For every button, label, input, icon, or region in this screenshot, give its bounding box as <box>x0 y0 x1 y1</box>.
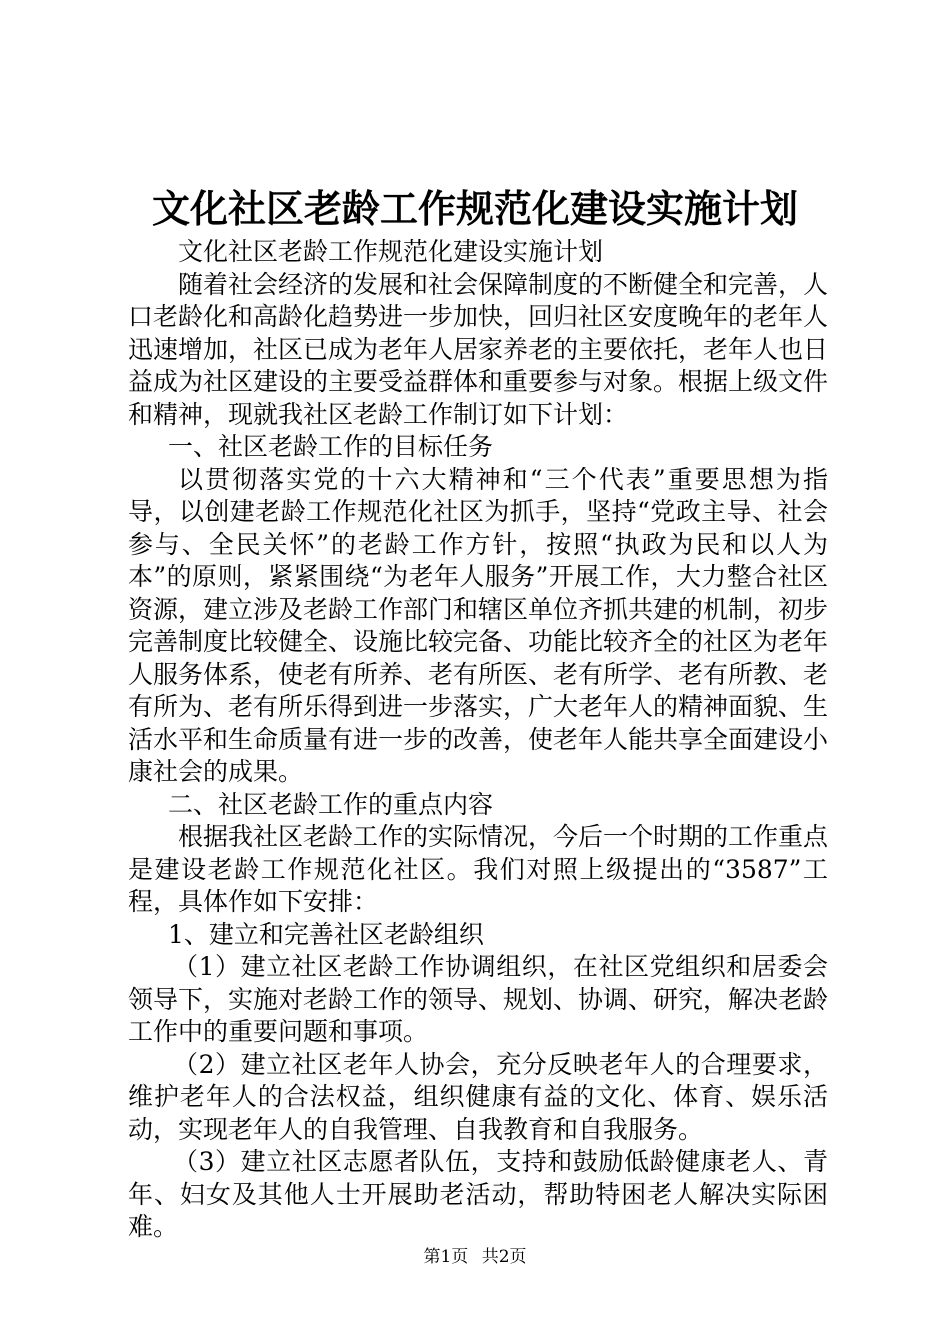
list-item: （3）建立社区志愿者队伍，支持和鼓励低龄健康老人、青年、妇女及其他人士开展助老活动，帮助特困老人解决实际困难。 <box>128 1147 828 1241</box>
section-heading-1: 一、社区老龄工作的目标任务 <box>168 432 494 461</box>
list-item: （1）建立社区老龄工作协调组织，在社区党组织和居委会领导下，实施对老龄工作的领导、规划、协调、研究，解决老龄工作中的重要问题和事项。 <box>128 952 829 1046</box>
list-item: （2）建立社区老年人协会，充分反映老年人的合理要求，维护老年人的合法权益，组织健康有益的文化、体育、娱乐活动，实现老年人的自我管理、自我教育和自我服务。 <box>128 1049 828 1144</box>
document-title: 文化社区老龄工作规范化建设实施计划 <box>151 186 798 231</box>
subsection-heading-1: 1、建立和完善社区老龄组织 <box>168 919 484 949</box>
page-number: 第1页 <box>423 1247 469 1267</box>
section-2-paragraph: 根据我社区老龄工作的实际情况，今后一个时期的工作重点是建设老龄工作规范化社区。我们对照上级提出的“3587”工程，具体作如下安排： <box>128 822 829 916</box>
subtitle-paragraph: 文化社区老龄工作规范化建设实施计划 <box>178 237 604 266</box>
section-heading-2: 二、社区老龄工作的重点内容 <box>168 789 494 819</box>
page-total: 共2页 <box>481 1247 527 1267</box>
section-1-paragraph: 以贯彻落实党的十六大精神和“三个代表”重要思想为指导，以创建老龄工作规范化社区为抓手，坚持“党政主导、社会参与、全民关怀”的老龄工作方针，按照“执政为民和以人为本”的原则，紧紧围绕“为老年人服务”开展工作，大力整合社区资源，建立涉及老龄工作部门和辖区单位齐抓共建的机制，初步完善制度比较健全、设施比较完备、功能比较齐全的社区为老年人服务体系，使老有所养、老有所医、老有所学、老有所教、老有所为、老有所乐得到进一步落实，广大老年人的精神面貌、生活水平和生命质量有进一步的改善，使老年人能共享全面建设小康社会的成果。 <box>128 464 829 786</box>
intro-paragraph: 随着社会经济的发展和社会保障制度的不断健全和完善，人口老龄化和高龄化趋势进一步加快，回归社区安度晚年的老年人迅速增加，社区已成为老年人居家养老的主要依托，老年人也日益成为社区建设的主要受益群体和重要参与对象。根据上级文件和精神，现就我社区老龄工作制订如下计划： <box>128 269 829 429</box>
page-footer <box>0 1245 950 1269</box>
document-body <box>128 236 828 1244</box>
